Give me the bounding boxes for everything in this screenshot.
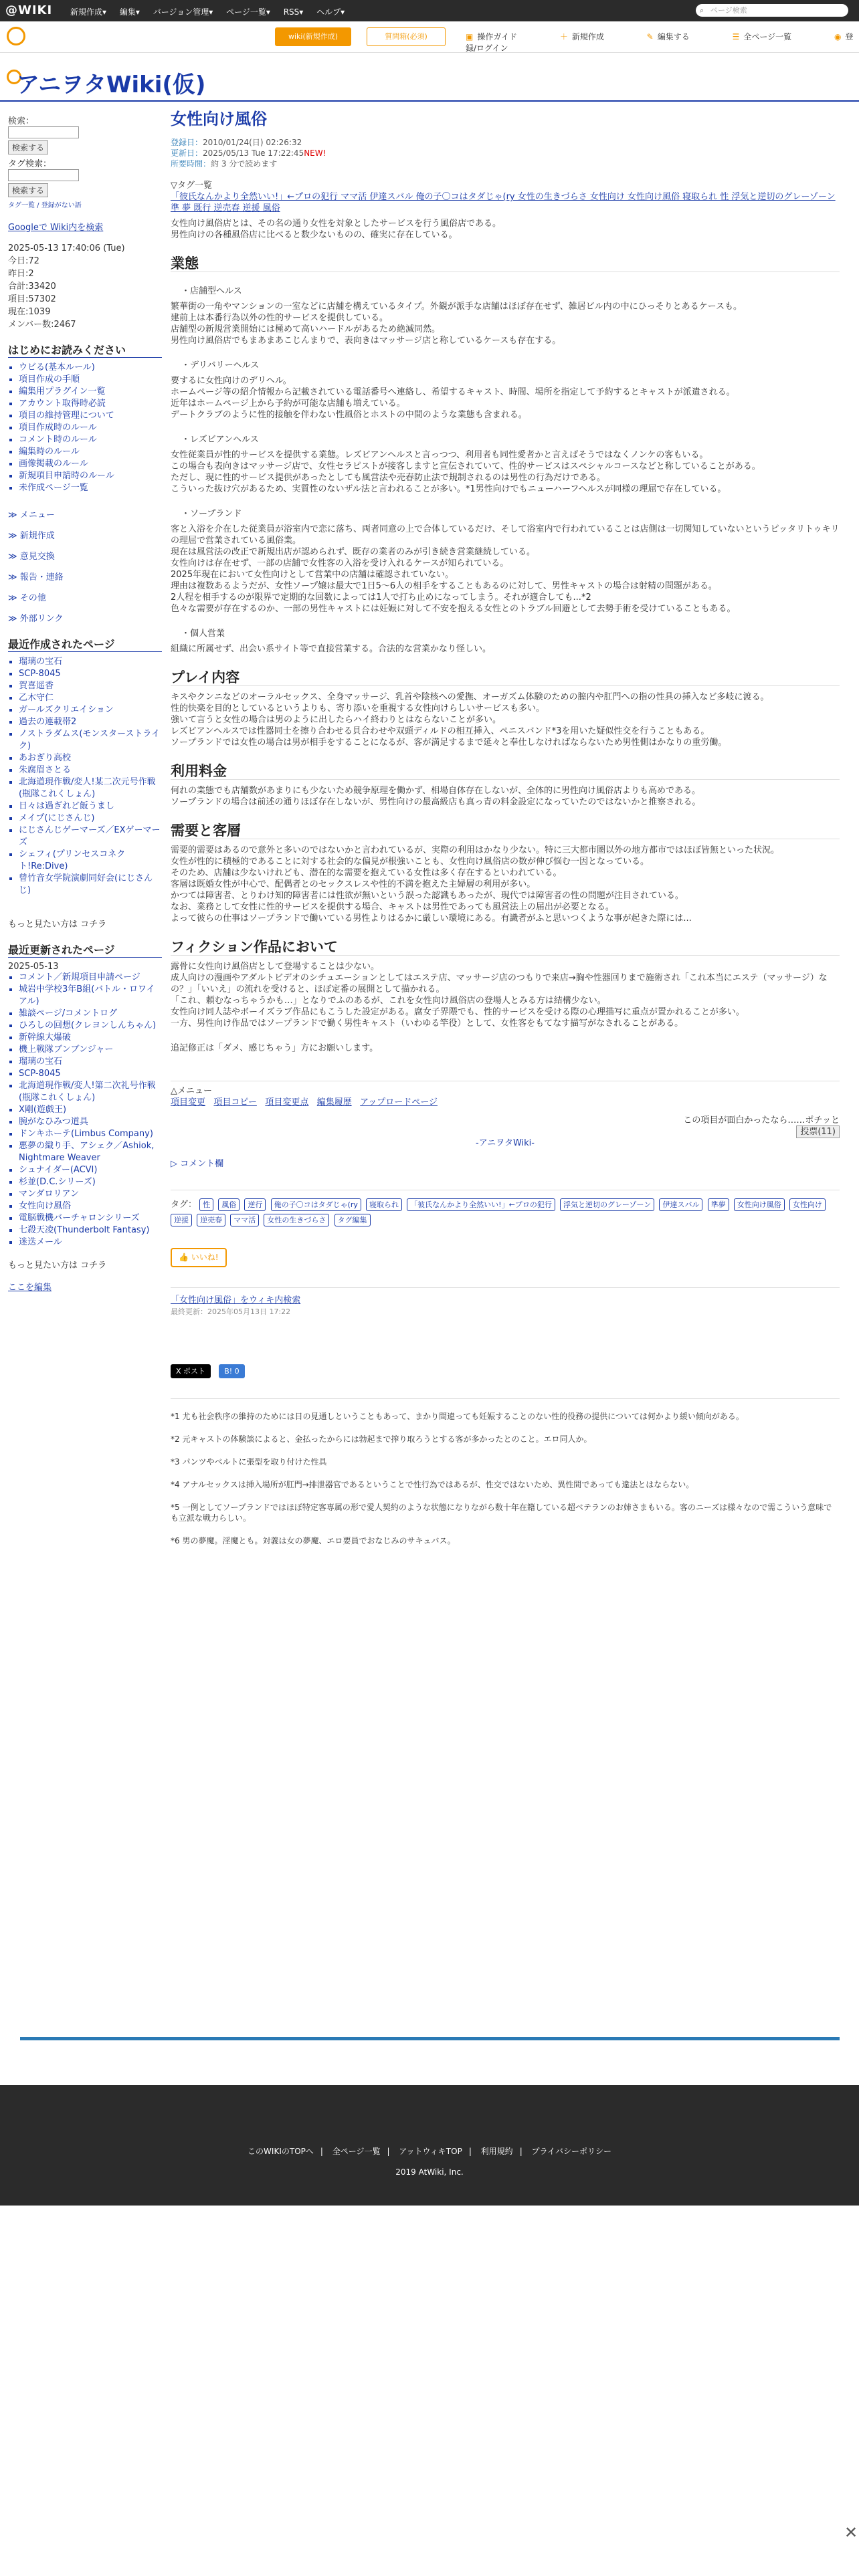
sidebar-section-menu[interactable]: ≫ メニュー — [8, 510, 55, 520]
paragraph: 要するに女性向けのデリヘル。 ホームページ等の紹介情報から記載されている電話番号へ連絡し、希望するキャスト、時間、場所を指定して予約するとキャストが派遣される。 近年はホームページ上から予約が可能な店舗も増えている。 デートクラブのように性的接触を伴わない性風俗とホストの中間のような業態も含まれる。 — [171, 376, 735, 420]
search-icon: ⌕ — [700, 6, 704, 15]
tag[interactable]: 俺の子〇コはタダじゃ(ry — [271, 1198, 361, 1211]
list-item[interactable]: ▪ 未作成ページ一覧 — [19, 482, 162, 494]
first-read-heading: はじめにお読みください — [8, 342, 162, 358]
updated-date: 2025/05/13 Tue 17:22:45 — [203, 148, 304, 158]
menu-new[interactable]: 新規作成▾ — [70, 7, 107, 17]
stat: 合計:33420 — [8, 282, 56, 292]
search-label: 検索： — [8, 116, 35, 126]
subheading: ・デリバリーヘルス — [181, 360, 260, 370]
menu-version[interactable]: バージョン管理▾ — [153, 7, 213, 17]
list-item[interactable]: ▪ 編集時のルール — [19, 446, 162, 458]
list-item[interactable]: ▪ 北海道現作戦/変人!某二次元号作戦(瓶隊これくしょん) — [19, 776, 162, 800]
all-pages-link[interactable]: ☰ 全ページ一覧 — [732, 32, 792, 41]
list-item[interactable]: ▪ 過去の連載帯2 — [19, 716, 162, 728]
copyright: 2019 AtWiki, Inc. — [395, 2167, 464, 2177]
article-meta — [171, 137, 840, 169]
tag[interactable]: 女性の生きづらさ — [264, 1214, 329, 1226]
sidebar — [8, 114, 162, 1293]
footer-divider — [20, 2037, 840, 2040]
list-item[interactable]: ▪ にじさんじゲーマーズ／EXゲーマーズ — [19, 825, 162, 849]
section-heading: 業態 — [171, 258, 840, 272]
menu-link[interactable]: アップロードページ — [360, 1097, 438, 1107]
paragraph: 需要的需要はあるので意外と多いのではないかと言われているが、実際の利用はかなり少ない。特に三大都市圏以外の地方都市ではほぼ皆無といった状況。 女性が性的に積極的であることに対する社会的な偏見が根強いことも、女性向け風俗店の数が伸び悩む一因となっている。 そのため、店舗は少ないけれども、潜在的な需要を抱えている女性は多く存在するといわれている。 客層は既婚女性が中心で、配偶者とのセックスレスや性的不満を抱えた主婦層の利用が多い。 かつては障害者、とりわけ知的障害者には性欲が無いという誤った認識もあったが、現代では障害者の性の問題が注目されている。 なお、業務として女性に性的サービスを提供する場合、キャストは男性であっても風営法上の届出が必要となる。 よって彼らの仕事はソープランドで働いている男性よりはるかに厳しい環境にある。有識者がふと思いつくような事が起きた際には... — [171, 845, 780, 924]
list-item[interactable]: ▪ コメント／新規項目申請ページ — [19, 972, 162, 984]
sidebar-section-external[interactable]: ≫ 外部リンク — [8, 614, 64, 624]
user-icon: ◉ — [834, 32, 842, 41]
menu-link[interactable]: 編集履歴 — [316, 1097, 352, 1107]
tag-header: ▽タグ一覧 — [171, 181, 212, 191]
list-item[interactable]: ▪ 新幹線大爆破 — [19, 1032, 162, 1044]
tag[interactable]: 風俗 — [218, 1198, 240, 1211]
list-item[interactable]: ▪ 朱腐眉さとる — [19, 764, 162, 776]
comment-toggle[interactable]: ▷ コメント欄 — [171, 1159, 224, 1169]
list-item[interactable]: ▪ 画像掲載のルール — [19, 458, 162, 470]
login-link[interactable]: ◉ 登録/ログイン — [466, 32, 854, 53]
list-item[interactable]: ▪ ノストラダムス(モンスターストライク) — [19, 728, 162, 752]
stat: 昨日:2 — [8, 269, 34, 279]
subheading: ・ソープランド — [181, 509, 242, 519]
stat: メンバー数:2467 — [8, 320, 76, 330]
footnote: *2 元キャストの体験談によると、金払ったからには勃起まで搾り取ろうとする客が多かったとのこと。エロ同人か。 — [171, 1434, 592, 1444]
page-title: 女性向け風俗 — [171, 110, 267, 128]
registered-date: 2010/01/24(日) 02:26:32 — [203, 138, 302, 147]
list-item[interactable]: ▪ 項目作成の手順 — [19, 374, 162, 386]
paragraph: 客と入浴を介在した従業員が浴室内で恋に落ち、両者同意の上で合体しているだけ、そして浴室内で行われていることは店側は一切関知していないというピッタリトゥキリの理屈で営業されている風俗業。 現在は風営法の改正で新規出店が認められず、既存の業者のみが引き続き営業継続している。 女性向けは存在せず、一部の店舗で女性客の入浴を受け入れるケースが知られている。 2025年現在において女性向けとして営業中の店舗は確認されていない。 理由は複数あるようだが、女性ソープ嬢は最大で1日5〜6人の相手をすることもあるのに対して、男性キャストの場合は射精の問題がある。 2人程を相手するのが限界で定期的な回数によっては1人で打ち止めになってしまう。それが適合しても...*2 色々な需要が存在するのか、一部の男性キャストには妊娠に対して不安を抱える女性とのトラブル回避として去勢手術を受けていることもある。 — [171, 524, 840, 614]
first-read-list — [8, 362, 162, 494]
paragraph: 繁華街の一角やマンションの一室などに店舗を構えているタイプ。外観が派手な店舗はほぼ存在せず、雑居ビル内の中にひっそりとあるケースも。 建前上は本番行為以外の性的サービスを提供している。 店舗型の新規営業開始には極めて高いハードルがあるため絶滅同然。 男性向け風俗店でもまあまあこじんまりで、表向きはマッサージ店と称しているケースも存在する。 — [171, 302, 743, 346]
list-item[interactable]: ▪ 北海道現作戦/変人!第二次礼号作戦(瓶隊これくしょん) — [19, 1080, 162, 1104]
sidebar-search-input[interactable] — [8, 126, 79, 138]
list-item[interactable]: ▪ シェフィ(プリンセスコネクト!Re:Dive) — [19, 849, 162, 873]
like-button[interactable]: 👍 いいね! — [171, 1248, 227, 1267]
footnotes — [171, 1398, 840, 1546]
list-item[interactable]: ▪ 電脳戦機バーチャロンシリーズ — [19, 1212, 162, 1224]
sidebar-section-report[interactable]: ≫ 報告・連絡 — [8, 572, 64, 582]
tag-line[interactable]: 「彼氏なんかより全然いい!」←プロの犯行 ママ活 伊達スバル 俺の子〇コはタダじゃ(ry 女性の生きづらさ 女性向け 女性向け風俗 寝取られ 性 浮気と逆切のグレーゾーン 準 夢 既行 逆売春 逆援 風俗 — [171, 192, 836, 213]
updated-label: 更新日： — [171, 148, 203, 158]
vote-prompt: この項目が面白かったなら……ポチッと — [683, 1115, 840, 1125]
section-heading: プレイ内容 — [171, 672, 840, 686]
list-item[interactable]: ▪ 機上戦隊ブンブンジャー — [19, 1044, 162, 1056]
menu-rss[interactable]: RSS▾ — [283, 7, 304, 17]
list-item[interactable]: ▪ 項目の維持管理について — [19, 410, 162, 422]
list-item[interactable]: ▪ ウビる(基本ルール) — [19, 362, 162, 374]
tag[interactable]: 伊達スバル — [659, 1198, 702, 1211]
list-item[interactable]: ▪ コメント時のルール — [19, 434, 162, 446]
header-divider — [0, 100, 859, 102]
wiki-link[interactable]: -アニヲタWiki- — [476, 1138, 535, 1148]
more-link[interactable]: もっと見たい方は コチラ — [8, 1261, 107, 1271]
question-button[interactable]: 質問箱(必須) — [367, 27, 446, 46]
edit-link[interactable]: ✎ 編集する — [646, 32, 690, 41]
wiki-search-link — [171, 1287, 840, 1317]
tag-search-button[interactable]: 検索する — [8, 183, 48, 197]
subheading: ・個人営業 — [181, 629, 225, 639]
tag-search-label: タグ検索： — [8, 159, 52, 169]
tag[interactable]: 性 — [199, 1198, 213, 1211]
tool-links — [466, 31, 859, 53]
wiki-logo-icon — [7, 27, 25, 45]
recent-updated-heading: 最近更新されたページ — [8, 942, 162, 958]
footnote: *3 パンツやベルトに張型を取り付けた性具 — [171, 1457, 327, 1467]
menu-pages[interactable]: ページ一覧▾ — [226, 7, 270, 17]
atwiki-logo[interactable]: @WIKI — [5, 3, 53, 17]
footer-link[interactable]: このWIKIのTOPへ — [248, 2147, 314, 2156]
hatena-bookmark-button[interactable]: B! 0 — [219, 1364, 244, 1378]
pencil-icon: ✎ — [646, 32, 654, 41]
list-item[interactable]: ▪ 編集用プラグイン一覧 — [19, 386, 162, 398]
intro: 女性向け風俗店とは、その名の通り女性を対象としたサービスを行う風俗店である。 男性向けの各種風俗店に比べると数少ないものの、確実に存在している。 — [171, 219, 502, 240]
tag-search-input[interactable] — [8, 169, 79, 181]
footer-link[interactable]: アットウィキTOP — [399, 2147, 462, 2156]
menu-link[interactable]: 項目変更点 — [265, 1097, 309, 1107]
section-heading: 利用料金 — [171, 766, 840, 780]
footer-links: このWIKIのTOPへ | 全ページ一覧 | アットウィキTOP | 利用規約 | プライバシーポリシー — [248, 2147, 611, 2156]
menu-link[interactable]: 項目コピー — [213, 1097, 257, 1107]
google-search-link[interactable]: Googleで Wiki内を検索 — [8, 223, 104, 233]
list-item[interactable]: ▪ ガールズクリエイション — [19, 704, 162, 716]
list-item[interactable]: ▪ アカウント取得時必読 — [19, 398, 162, 410]
page-search-input[interactable] — [696, 4, 848, 17]
footnote: *5 一例としてソープランドではほぼ特定客専属の形で愛人契約のような状態になりながら数十年在籍している超ベテランのお姉さまもいる。客のニーズは様々なので需こういう意味でも立派な戦力らしい。 — [171, 1503, 832, 1523]
thumb-icon: 👍 — [179, 1253, 191, 1262]
sidebar-section-other[interactable]: ≫ その他 — [8, 593, 46, 603]
list-item[interactable]: ▪ メイプ(にじさんじ) — [19, 813, 162, 825]
menu-edit[interactable]: 編集▾ — [119, 7, 140, 17]
menu-help[interactable]: ヘルプ▾ — [316, 7, 345, 17]
section-heading: フィクション作品において — [171, 942, 840, 956]
menu-label: △メニュー — [171, 1086, 212, 1096]
list-item[interactable]: ▪ ひろしの回想(クレヨンしんちゃん) — [19, 1020, 162, 1032]
plus-icon: ＋ — [559, 32, 568, 41]
subheading: ・店舗型ヘルス — [181, 286, 242, 296]
footnote: *1 尤も社会秩序の維持のためには日の見通しということもあって、まかり間違っても妊娠することのない性的役務の提供については何かより緩い傾向がある。 — [171, 1412, 744, 1421]
toolbar — [0, 21, 859, 53]
book-icon: ▣ — [466, 32, 474, 41]
new-badge: NEW! — [304, 148, 326, 158]
recent-updated-list — [8, 972, 162, 1249]
readtime-label: 所要時間： — [171, 159, 211, 169]
list-item[interactable]: ▪ 迷迭メール — [19, 1237, 162, 1249]
tag[interactable]: ママ活 — [230, 1214, 259, 1226]
readtime: 約 3 分で読めます — [211, 159, 278, 169]
list-item[interactable]: ▪ 日々は過ぎれど飯うまし — [19, 800, 162, 813]
tag-list — [171, 1190, 840, 1228]
subheading: ・レズビアンヘルス — [181, 435, 259, 445]
list-item[interactable]: ▪ 瑠璃の宝石 — [19, 1056, 162, 1068]
list-item[interactable]: ▪ 七殺天凌(Thunderbolt Fantasy) — [19, 1224, 162, 1237]
tag[interactable]: 逆援 — [171, 1214, 192, 1226]
list-item[interactable]: ▪ 項目作成時のルール — [19, 422, 162, 434]
close-icon[interactable]: ✕ — [844, 2523, 858, 2542]
list-item[interactable]: ▪ X剛(遊戯王) — [19, 1104, 162, 1116]
list-item[interactable]: ▪ 雑談ページ/コメントログ — [19, 1008, 162, 1020]
paragraph: キスやクンニなどのオーラルセックス、全身マッサージ、乳首や陰核への愛撫、オーガズム体験のための膣内や肛門への指の性具の挿入など多岐に渡る。 性的快楽を目的としているというよりも、寄り添いを重視する女性向けらしいサービスも多い。 強いて言うと女性の場合は男のように出したらハイ終わりとはならないことが多い。 レズビアンヘルスでは性器同士を擦り合わせる貝合わせや双頭ディルドの相互挿入、ペニスバンド*3を用いた疑似性交を行うこともある。 ソープランドでは女性の場合は男が相手をすることになるが、客が満足するまで延々と奉仕しなければならないため男性側はかなりの重労働。 — [171, 692, 769, 748]
new-wiki-button[interactable]: wiki(新規作成) — [275, 27, 351, 46]
list-item[interactable]: ▪ マンダロリアン — [19, 1188, 162, 1200]
last-updated: 最終更新：2025年05月13日 17:22 — [171, 1307, 291, 1316]
list-item[interactable]: ▪ 曾竹音女学院演劇同好会(にじさんじ) — [19, 873, 162, 897]
list-item[interactable]: ▪ SCP-8045 — [19, 668, 162, 680]
list-item[interactable]: ▪ 腕がなひみつ道具 — [19, 1116, 162, 1128]
sidebar-section-opinion[interactable]: ≫ 意見交換 — [8, 552, 55, 562]
tags-label: タグ： — [171, 1200, 197, 1210]
new-page-link[interactable]: ＋ 新規作成 — [559, 32, 604, 41]
edit-sidebar-link[interactable]: ここを編集 — [8, 1283, 52, 1293]
tag-edit-button[interactable]: タグ編集 — [335, 1214, 371, 1226]
tag[interactable]: 逆行 — [244, 1198, 266, 1211]
vote-area — [171, 1115, 840, 1138]
vote-button[interactable]: 投票(11) — [796, 1125, 840, 1138]
search-placeholder: ページ検索 — [710, 6, 747, 15]
article — [171, 110, 840, 1558]
list-item[interactable]: ▪ 悪夢の織り手、アシェク／Ashiok, Nightmare Weaver — [19, 1140, 162, 1164]
copy-search-link[interactable]: 「女性向け風俗」をウィキ内検索 — [171, 1295, 301, 1305]
guide-link[interactable]: ▣ 操作ガイド — [466, 32, 517, 41]
list-item[interactable]: ▪ 新規項目申請時のルール — [19, 470, 162, 482]
tag[interactable]: 「彼氏なんかより全然いい!」←プロの犯行 — [407, 1198, 555, 1211]
list-item[interactable]: ▪ 杉並(D.C.シリーズ) — [19, 1176, 162, 1188]
footer-link[interactable]: プライバシーポリシー — [531, 2147, 611, 2156]
footer-link[interactable]: 利用規約 — [480, 2147, 513, 2156]
top-menu — [70, 6, 355, 17]
top-navbar — [0, 0, 859, 21]
tag[interactable]: 浮気と逆切のグレーゾーン — [560, 1198, 654, 1211]
footnote: *4 アナルセックスは挿入場所が肛門→排泄器官であるということで性行為ではあるが、性交ではないため、異性間であっても違法とはならない。 — [171, 1480, 694, 1489]
more-link[interactable]: もっと見たい方は コチラ — [8, 920, 107, 930]
list-item[interactable]: ▪ 賀喜遥香 — [19, 680, 162, 692]
list-icon: ☰ — [732, 32, 740, 41]
sidebar-search-button[interactable]: 検索する — [8, 140, 48, 154]
recent-created-list — [8, 656, 162, 897]
tag[interactable]: 寝取られ — [366, 1198, 402, 1211]
tag[interactable]: 女性向け風俗 — [734, 1198, 785, 1211]
x-share-button[interactable]: X ポスト — [171, 1364, 211, 1378]
tag[interactable]: 逆売春 — [197, 1214, 225, 1226]
current-datetime: 2025-05-13 17:40:06 (Tue) — [8, 243, 125, 253]
list-item[interactable]: ▪ 城岩中学校3年B組(バトル・ロワイアル) — [19, 984, 162, 1008]
sidebar-section-new[interactable]: ≫ 新規作成 — [8, 531, 55, 541]
stat: 今日:72 — [8, 256, 39, 266]
article-menu — [171, 1081, 840, 1108]
list-item[interactable]: ▪ 女性向け風俗 — [19, 1200, 162, 1212]
footnote: *6 男の夢魔。淫魔とも。対義は女の夢魔、エロ要員でおなじみのサキュバス。 — [171, 1536, 456, 1545]
tag-note[interactable]: タグ一覧 / 登録がない語 — [8, 202, 82, 209]
footer-link[interactable]: 全ページ一覧 — [332, 2147, 381, 2156]
list-item[interactable]: ▪ 乙木守仁 — [19, 692, 162, 704]
paragraph: 露骨に女性向け風俗店として登場することは少ない。 成人向けの漫画やアダルトビデオのシチュエーションとしてはエステ店、マッサージ店のつもりで来店→胸や性器回りまで施術され「これ本当にエステ（マッサージ）なの？」「いいえ」の流れを受けると、ほぼ定番の展開として描かれる。 「これ、頼むなっちゃうかも…」となりでふのあるが、これを女性向け風俗店の登場人とみる方は結構少ない。 女性向け同人誌やボーイズラブ作品にもこうした設定がある。腐女子界隈でも、性的サービスを受ける際の心理描写に重点が置かれることが多い。 一方、男性向け作品ではソープランドで働く男性キャスト（いわゆる竿役）として、女性客をもてなす描写がなされることがある。 — [171, 962, 828, 1029]
list-item[interactable]: ▪ シュナイダー(ACVI) — [19, 1164, 162, 1176]
stat: 項目:57302 — [8, 294, 56, 304]
footer — [0, 2085, 859, 2206]
paragraph: 組織に所属せず、出会い系サイト等で直接営業する。合法的な営業かなり怪しい。 — [171, 644, 492, 654]
paragraph: 女性従業員が性的サービスを提供する業態。レズビアンヘルスと言っつつ、利用者も同性愛者かと言えばそうではなくノンケの客もいる。 この場合も表向きはマッサージ店で、女性セラピストが接客しますと宣伝されていて、性的サービスはスペシャルコースなどと称していることがある。 ただし、現に性的サービス提供があったとしても風営法や売春防止法で規制されるのは男性の行為だけである。 こういった抜け穴があるため、実質性のないザル法と言われることが多い。*1男性向けでもニューハーフヘルスが同様の理屈で存在している。 — [171, 450, 761, 494]
stat: 現在:1039 — [8, 307, 51, 317]
like-area — [171, 1248, 840, 1267]
section-heading: 需要と客層 — [171, 825, 840, 839]
tag[interactable]: 女性向け — [789, 1198, 826, 1211]
list-item[interactable]: ▪ ドンキホーテ(Limbus Company) — [19, 1128, 162, 1140]
list-item[interactable]: ▪ 瑠璃の宝石 — [19, 656, 162, 668]
updated-date: 2025-05-13 — [8, 962, 59, 972]
registered-label: 登録日： — [171, 138, 203, 147]
share-buttons — [171, 1364, 840, 1378]
list-item[interactable]: ▪ あおぎり高校 — [19, 752, 162, 764]
menu-link[interactable]: 項目変更 — [171, 1097, 206, 1107]
footer-note: 追記修正は「ダメ、感じちゃう」方にお願いします。 — [171, 1043, 379, 1053]
site-title[interactable]: アニヲタWiki(仮) — [17, 72, 206, 98]
paragraph: 何れの業態でも店舗数があまりにも少ないため競争原理を働かず、相場自体存在しないが、全体的に男性向け風俗店よりも高めである。 ソープランドの場合は前述の通りほぼ存在しないが、男性向けの最高級店も真っ青の料金設定になっていたのではないかと推察される。 — [171, 786, 701, 807]
list-item[interactable]: ▪ SCP-8045 — [19, 1068, 162, 1080]
tag[interactable]: 準夢 — [708, 1198, 729, 1211]
recent-created-heading: 最近作成されたページ — [8, 636, 162, 652]
